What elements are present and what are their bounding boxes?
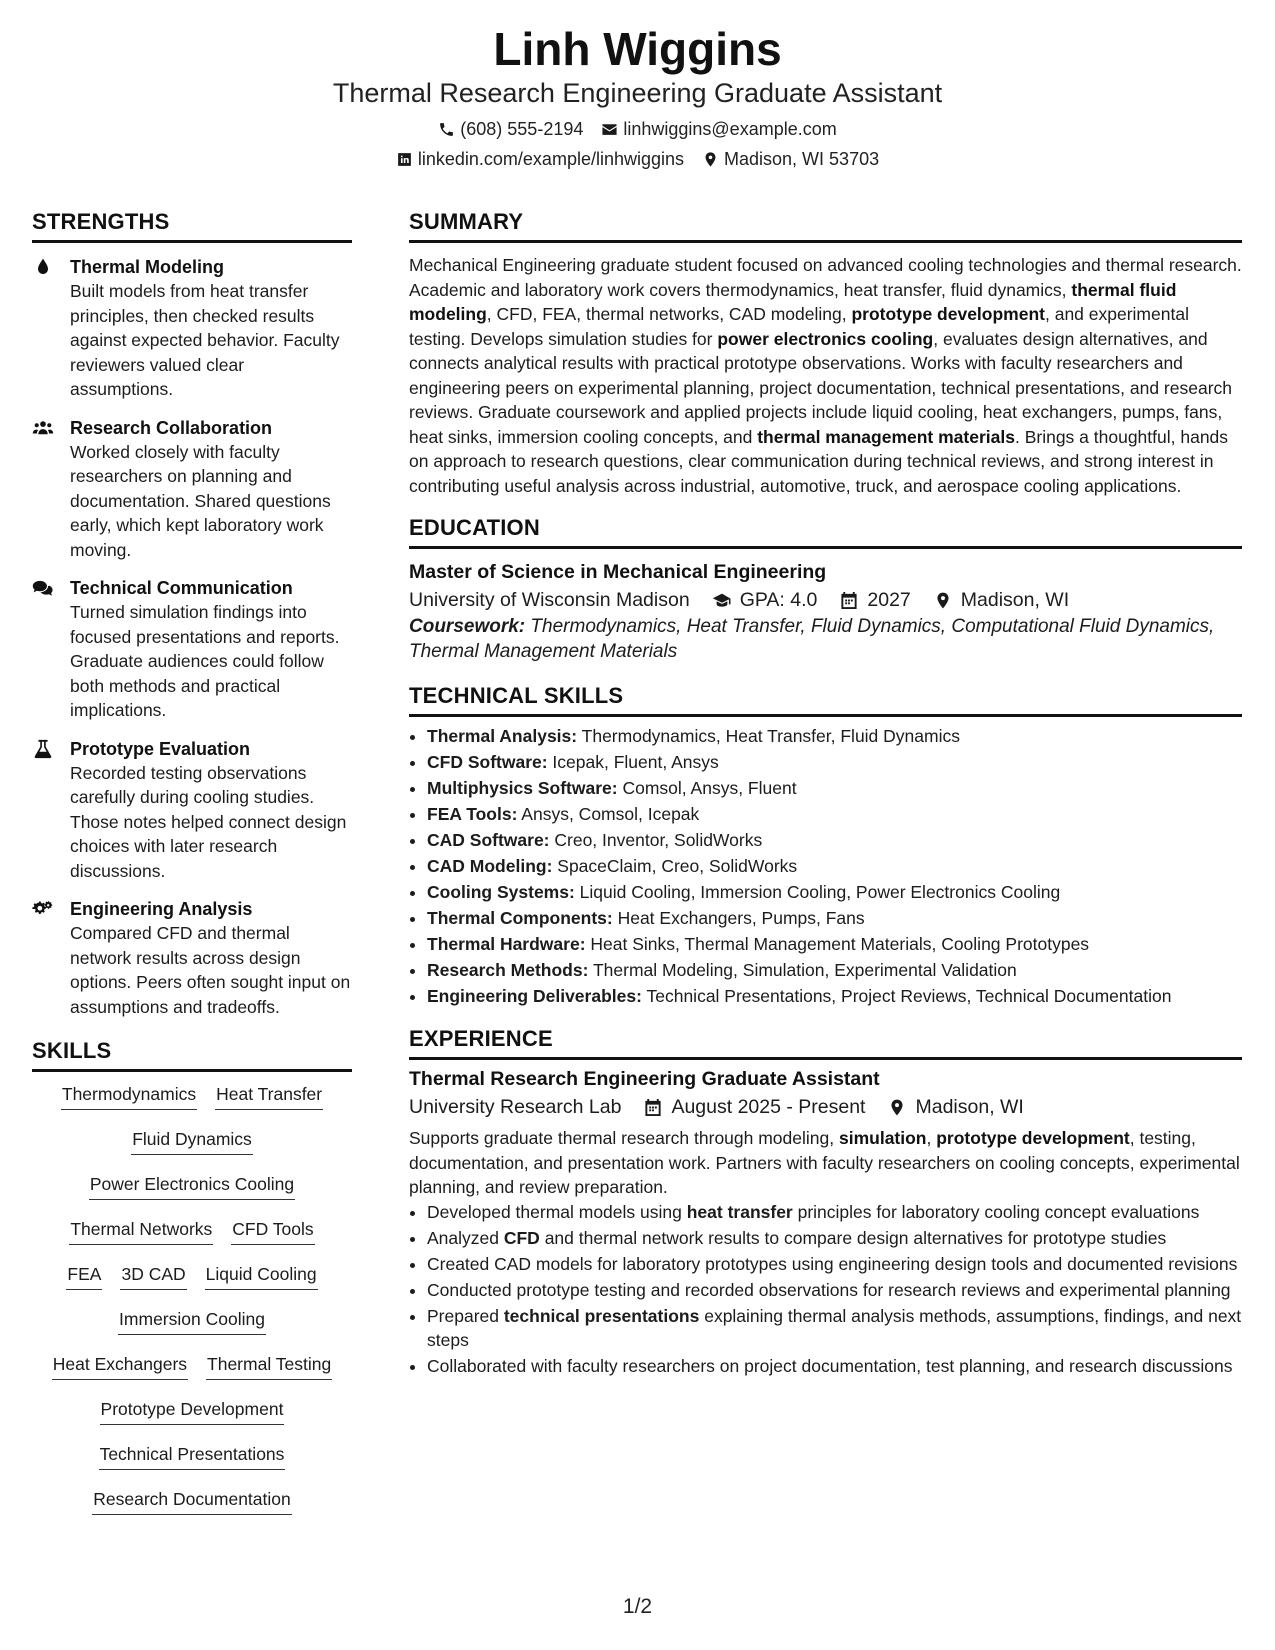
strength-title: Engineering Analysis (70, 899, 253, 919)
skills-tag-row (32, 1217, 352, 1262)
graduation-year: 2027 (867, 589, 911, 611)
technical-skill-value: Heat Sinks, Thermal Management Materials, Cooling Prototypes (585, 934, 1090, 954)
technical-skill-item (427, 723, 1242, 749)
technical-skill-item (427, 905, 1242, 931)
job-dates: August 2025 - Present (671, 1096, 866, 1118)
experience-bullet: • Created CAD models for laboratory prototypes using engineering design tools and documented revisions (427, 1252, 1242, 1277)
technical-skill-item (427, 775, 1242, 801)
job-location: Madison, WI (915, 1096, 1024, 1118)
skill-tag: Prototype Development (100, 1397, 285, 1425)
strengths-heading: STRENGTHS (32, 209, 170, 234)
degree-title: Master of Science in Mechanical Engineering (409, 561, 827, 583)
left-column (32, 208, 352, 1532)
education-meta (409, 585, 1242, 615)
coursework-list: Thermodynamics, Heat Transfer, Fluid Dynamics, Computational Fluid Dynamics, Thermal Management Materials (409, 616, 1215, 662)
strength-item (32, 897, 352, 1019)
technical-skills-divider (409, 714, 1242, 717)
technical-skill-item (427, 853, 1242, 879)
map-marker-icon (887, 1098, 907, 1117)
location-text: Madison, WI 53703 (724, 149, 880, 169)
strength-item (32, 576, 352, 723)
technical-skill-value: Liquid Cooling, Immersion Cooling, Power Electronics Cooling (574, 882, 1061, 902)
skill-tag: Thermal Testing (206, 1352, 332, 1380)
experience-bullet: • Developed thermal models using heat transfer principles for laboratory cooling concept evaluations (427, 1200, 1242, 1225)
strength-item (32, 737, 352, 884)
employer-name: University Research Lab (409, 1096, 622, 1118)
strength-title: Prototype Evaluation (70, 738, 251, 759)
strength-description: Built models from heat transfer principles, then checked results against expected behavior. Faculty reviewers valued clear assumptions. (70, 281, 340, 399)
technical-skill-value: Thermodynamics, Heat Transfer, Fluid Dynamics (577, 726, 960, 746)
contact-row-2 (0, 148, 1275, 170)
linkedin-icon (396, 151, 413, 168)
technical-skill-label: Thermal Components: (427, 908, 613, 928)
skill-tag: 3D CAD (120, 1262, 186, 1290)
experience-divider (409, 1057, 1242, 1060)
technical-skill-value: Thermal Modeling, Simulation, Experimental Validation (588, 960, 1017, 980)
skill-tag: Heat Transfer (215, 1082, 323, 1110)
technical-skill-item (427, 957, 1242, 983)
strength-description: Recorded testing observations carefully during cooling studies. Those notes helped connect design choices with later research discussions. (70, 762, 347, 881)
skills-tag-row (32, 1487, 352, 1532)
candidate-name: Linh Wiggins (493, 23, 782, 75)
technical-skill-item (427, 983, 1242, 1009)
technical-skill-value: SpaceClaim, Creo, SolidWorks (552, 856, 798, 876)
experience-heading: EXPERIENCE (409, 1026, 553, 1051)
education-location: Madison, WI (960, 589, 1070, 611)
experience-bullet: • Prepared technical presentations explaining thermal analysis methods, assumptions, findings, and next steps (427, 1304, 1242, 1353)
skills-tag-row (32, 1442, 352, 1487)
technical-skill-label: Thermal Analysis: (427, 726, 578, 746)
skill-tag: Fluid Dynamics (131, 1127, 253, 1155)
skill-tag: Liquid Cooling (205, 1262, 318, 1290)
strength-item (32, 255, 352, 402)
summary-divider (409, 240, 1242, 243)
coursework (409, 615, 1242, 664)
experience-bullet: • Conducted prototype testing and recorded observations for research reviews and experimental planning (427, 1278, 1242, 1303)
technical-skill-label: CAD Modeling: (427, 856, 553, 876)
technical-skill-value: Technical Presentations, Project Reviews, Technical Documentation (641, 986, 1172, 1006)
right-column (409, 208, 1242, 1380)
strength-item (32, 416, 352, 563)
technical-skill-label: Engineering Deliverables: (427, 986, 642, 1006)
strength-description: Worked closely with faculty researchers on planning and documentation. Shared questions early, which kept laboratory work moving. (70, 441, 331, 560)
skill-tag: CFD Tools (231, 1217, 314, 1245)
job-title: Thermal Research Engineering Graduate Assistant (409, 1068, 880, 1090)
users-icon (32, 416, 70, 563)
experience-bullet: • Analyzed CFD and thermal network results to compare design alternatives for prototype studies (427, 1226, 1242, 1251)
technical-skill-value: Ansys, Comsol, Icepak (517, 804, 700, 824)
strengths-divider (32, 240, 352, 243)
technical-skill-label: CAD Software: (427, 830, 550, 850)
envelope-icon (601, 121, 618, 138)
linkedin-contact[interactable] (396, 148, 684, 170)
skill-tag: Heat Exchangers (52, 1352, 188, 1380)
calendar-icon (643, 1098, 663, 1117)
skill-tag: FEA (66, 1262, 102, 1290)
technical-skill-label: FEA Tools: (427, 804, 518, 824)
skill-tag: Power Electronics Cooling (89, 1172, 295, 1200)
technical-skill-item (427, 879, 1242, 905)
technical-skill-item (427, 801, 1242, 827)
job-meta (409, 1092, 1242, 1122)
skill-tag: Thermodynamics (61, 1082, 197, 1110)
skills-tag-row (32, 1127, 352, 1172)
skills-tag-cloud (32, 1082, 352, 1532)
technical-skill-item (427, 827, 1242, 853)
candidate-title: Thermal Research Engineering Graduate Assistant (332, 78, 943, 108)
summary-heading: SUMMARY (409, 209, 524, 234)
email-contact[interactable] (601, 118, 836, 140)
education-divider (409, 546, 1242, 549)
calendar-icon (839, 591, 859, 610)
comments-icon (32, 576, 70, 723)
droplet-icon (32, 255, 70, 402)
technical-skill-item (427, 931, 1242, 957)
skills-heading: SKILLS (32, 1038, 112, 1063)
location-contact (702, 148, 879, 170)
education-heading: EDUCATION (409, 515, 540, 540)
gpa-value: GPA: 4.0 (739, 589, 818, 611)
job-bullets (409, 1200, 1242, 1379)
phone-text: (608) 555-2194 (460, 119, 584, 139)
strength-title: Technical Communication (70, 578, 293, 598)
skills-divider (32, 1069, 352, 1072)
experience-bullet: • Collaborated with faculty researchers on project documentation, test planning, and research discussions (427, 1354, 1242, 1379)
technical-skill-label: Research Methods: (427, 960, 589, 980)
skill-tag: Thermal Networks (69, 1217, 213, 1245)
phone-contact[interactable] (438, 118, 583, 140)
strength-title: Thermal Modeling (70, 257, 225, 277)
skills-tag-row (32, 1172, 352, 1217)
technical-skill-label: CFD Software: (427, 752, 548, 772)
email-text: linhwiggins@example.com (623, 119, 837, 139)
skill-tag: Technical Presentations (99, 1442, 286, 1470)
job-intro: Supports graduate thermal research through modeling, simulation, prototype development, testing, documentation, and presentation work. Partners with faculty researchers on cooling concepts, experimental planning, and review preparation. (409, 1128, 1240, 1197)
strength-description: Turned simulation findings into focused presentations and reports. Graduate audiences could follow both methods and practical implications. (70, 602, 340, 720)
graduation-cap-icon (712, 591, 732, 610)
coursework-label: Coursework: (409, 616, 526, 637)
map-marker-icon (933, 591, 953, 610)
technical-skill-value: Creo, Inventor, SolidWorks (549, 830, 763, 850)
resume-header (0, 22, 1275, 170)
summary-paragraph: Mechanical Engineering graduate student focused on advanced cooling technologies and thermal research. Academic and laboratory work covers thermodynamics, heat transfer, fluid dynamics, thermal fluid modeling, CFD, FEA, thermal networks, CAD modeling, prototype development, and experimental testing. Develops simulation studies for power electronics cooling, evaluates design alternatives, and connects analytical results with practical prototype observations. Works with faculty researchers and engineering peers on experimental planning, project documentation, technical presentations, and research reviews. Graduate coursework and applied projects include liquid cooling, heat exchangers, pumps, fans, heat sinks, immersion cooling concepts, and thermal management materials. Brings a thoughtful, hands on approach to research questions, clear communication during technical reviews, and strong interest in contributing useful analysis across industrial, automotive, truck, and aerospace cooling applications. (409, 255, 1242, 496)
technical-skills-list (409, 723, 1242, 1009)
school-name: University of Wisconsin Madison (409, 589, 690, 611)
technical-skills-heading: TECHNICAL SKILLS (409, 683, 624, 708)
skills-tag-row (32, 1397, 352, 1442)
phone-icon (438, 121, 455, 138)
skills-tag-row (32, 1352, 352, 1397)
contact-row-1 (0, 118, 1275, 140)
flask-icon (32, 737, 70, 884)
linkedin-text: linkedin.com/example/linhwiggins (417, 149, 685, 169)
strengths-list (32, 255, 352, 1019)
strength-title: Research Collaboration (70, 417, 273, 438)
technical-skill-value: Comsol, Ansys, Fluent (617, 778, 797, 798)
page-number: 1/2 (622, 1595, 653, 1618)
technical-skill-label: Cooling Systems: (427, 882, 575, 902)
skills-tag-row (32, 1082, 352, 1127)
gears-icon (32, 897, 70, 1019)
strength-description: Compared CFD and thermal network results across design options. Peers often sought input on assumptions and tradeoffs. (70, 923, 351, 1017)
skills-tag-row (32, 1262, 352, 1307)
technical-skill-label: Multiphysics Software: (427, 778, 618, 798)
skill-tag: Immersion Cooling (118, 1307, 266, 1335)
skill-tag: Research Documentation (92, 1487, 291, 1515)
technical-skill-value: Heat Exchangers, Pumps, Fans (612, 908, 865, 928)
technical-skill-item (427, 749, 1242, 775)
skills-tag-row (32, 1307, 352, 1352)
technical-skill-value: Icepak, Fluent, Ansys (547, 752, 719, 772)
map-marker-icon (702, 151, 719, 168)
technical-skill-label: Thermal Hardware: (427, 934, 586, 954)
